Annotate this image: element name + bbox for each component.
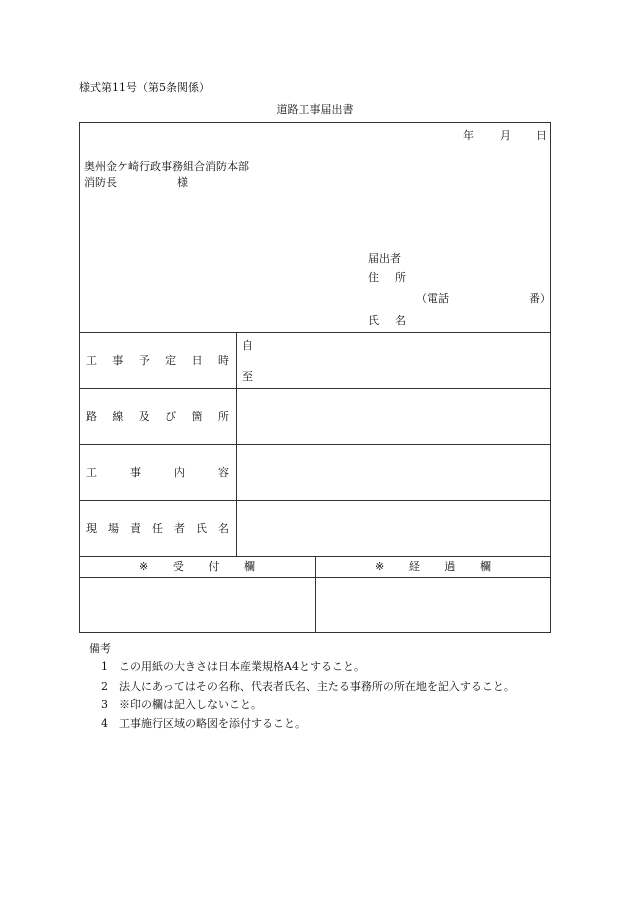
- note-text: 法人にあってはその名称、代表者氏名、主たる事務所の所在地を記入すること。: [119, 680, 515, 693]
- label-column-divider: [236, 332, 237, 556]
- applicant-phone-open: （電話: [416, 292, 449, 305]
- note-number: 2: [101, 680, 108, 693]
- document-title: 道路工事届出書: [276, 103, 354, 116]
- date-month: 月: [500, 129, 511, 142]
- divider-row-2: [79, 444, 551, 445]
- addressee-honorific: 様: [177, 176, 188, 189]
- divider-row-3: [79, 500, 551, 501]
- notes-heading: 備考: [89, 642, 111, 655]
- reception-column-header: ※ 受 付 欄: [139, 560, 255, 573]
- divider-row-1: [79, 388, 551, 389]
- note-number: 3: [101, 698, 108, 711]
- addressee-organization: 奥州金ケ崎行政事務組合消防本部: [84, 160, 249, 173]
- label-site-supervisor: 現 場 責 任 者 氏 名: [86, 522, 229, 535]
- date-year: 年: [463, 129, 474, 142]
- note-text: 工事施行区域の略図を添付すること。: [119, 717, 306, 730]
- applicant-label: 届出者: [368, 252, 401, 265]
- office-column-divider: [315, 556, 316, 633]
- applicant-address-label: 住 所: [368, 271, 406, 284]
- applicant-phone-close: 番）: [529, 292, 551, 305]
- schedule-to: 至: [242, 370, 253, 383]
- form-number: 様式第11号（第5条関係）: [79, 81, 210, 94]
- note-text: ※印の欄は記入しないこと。: [119, 698, 262, 711]
- note-number: 1: [101, 660, 108, 673]
- date-day: 日: [536, 129, 547, 142]
- label-content: 工 事 内 容: [86, 466, 229, 479]
- progress-column-header: ※ 経 過 欄: [375, 560, 491, 573]
- label-schedule: 工 事 予 定 日 時: [86, 354, 229, 367]
- note-number: 4: [101, 717, 108, 730]
- addressee-recipient: 消防長: [84, 176, 117, 189]
- divider-header: [79, 332, 551, 333]
- note-text: この用紙の大きさは日本産業規格A4とすること。: [119, 660, 365, 673]
- applicant-name-label: 氏 名: [368, 314, 406, 327]
- label-route: 路 線 及 び 箇 所: [86, 410, 229, 423]
- schedule-from: 自: [242, 339, 253, 352]
